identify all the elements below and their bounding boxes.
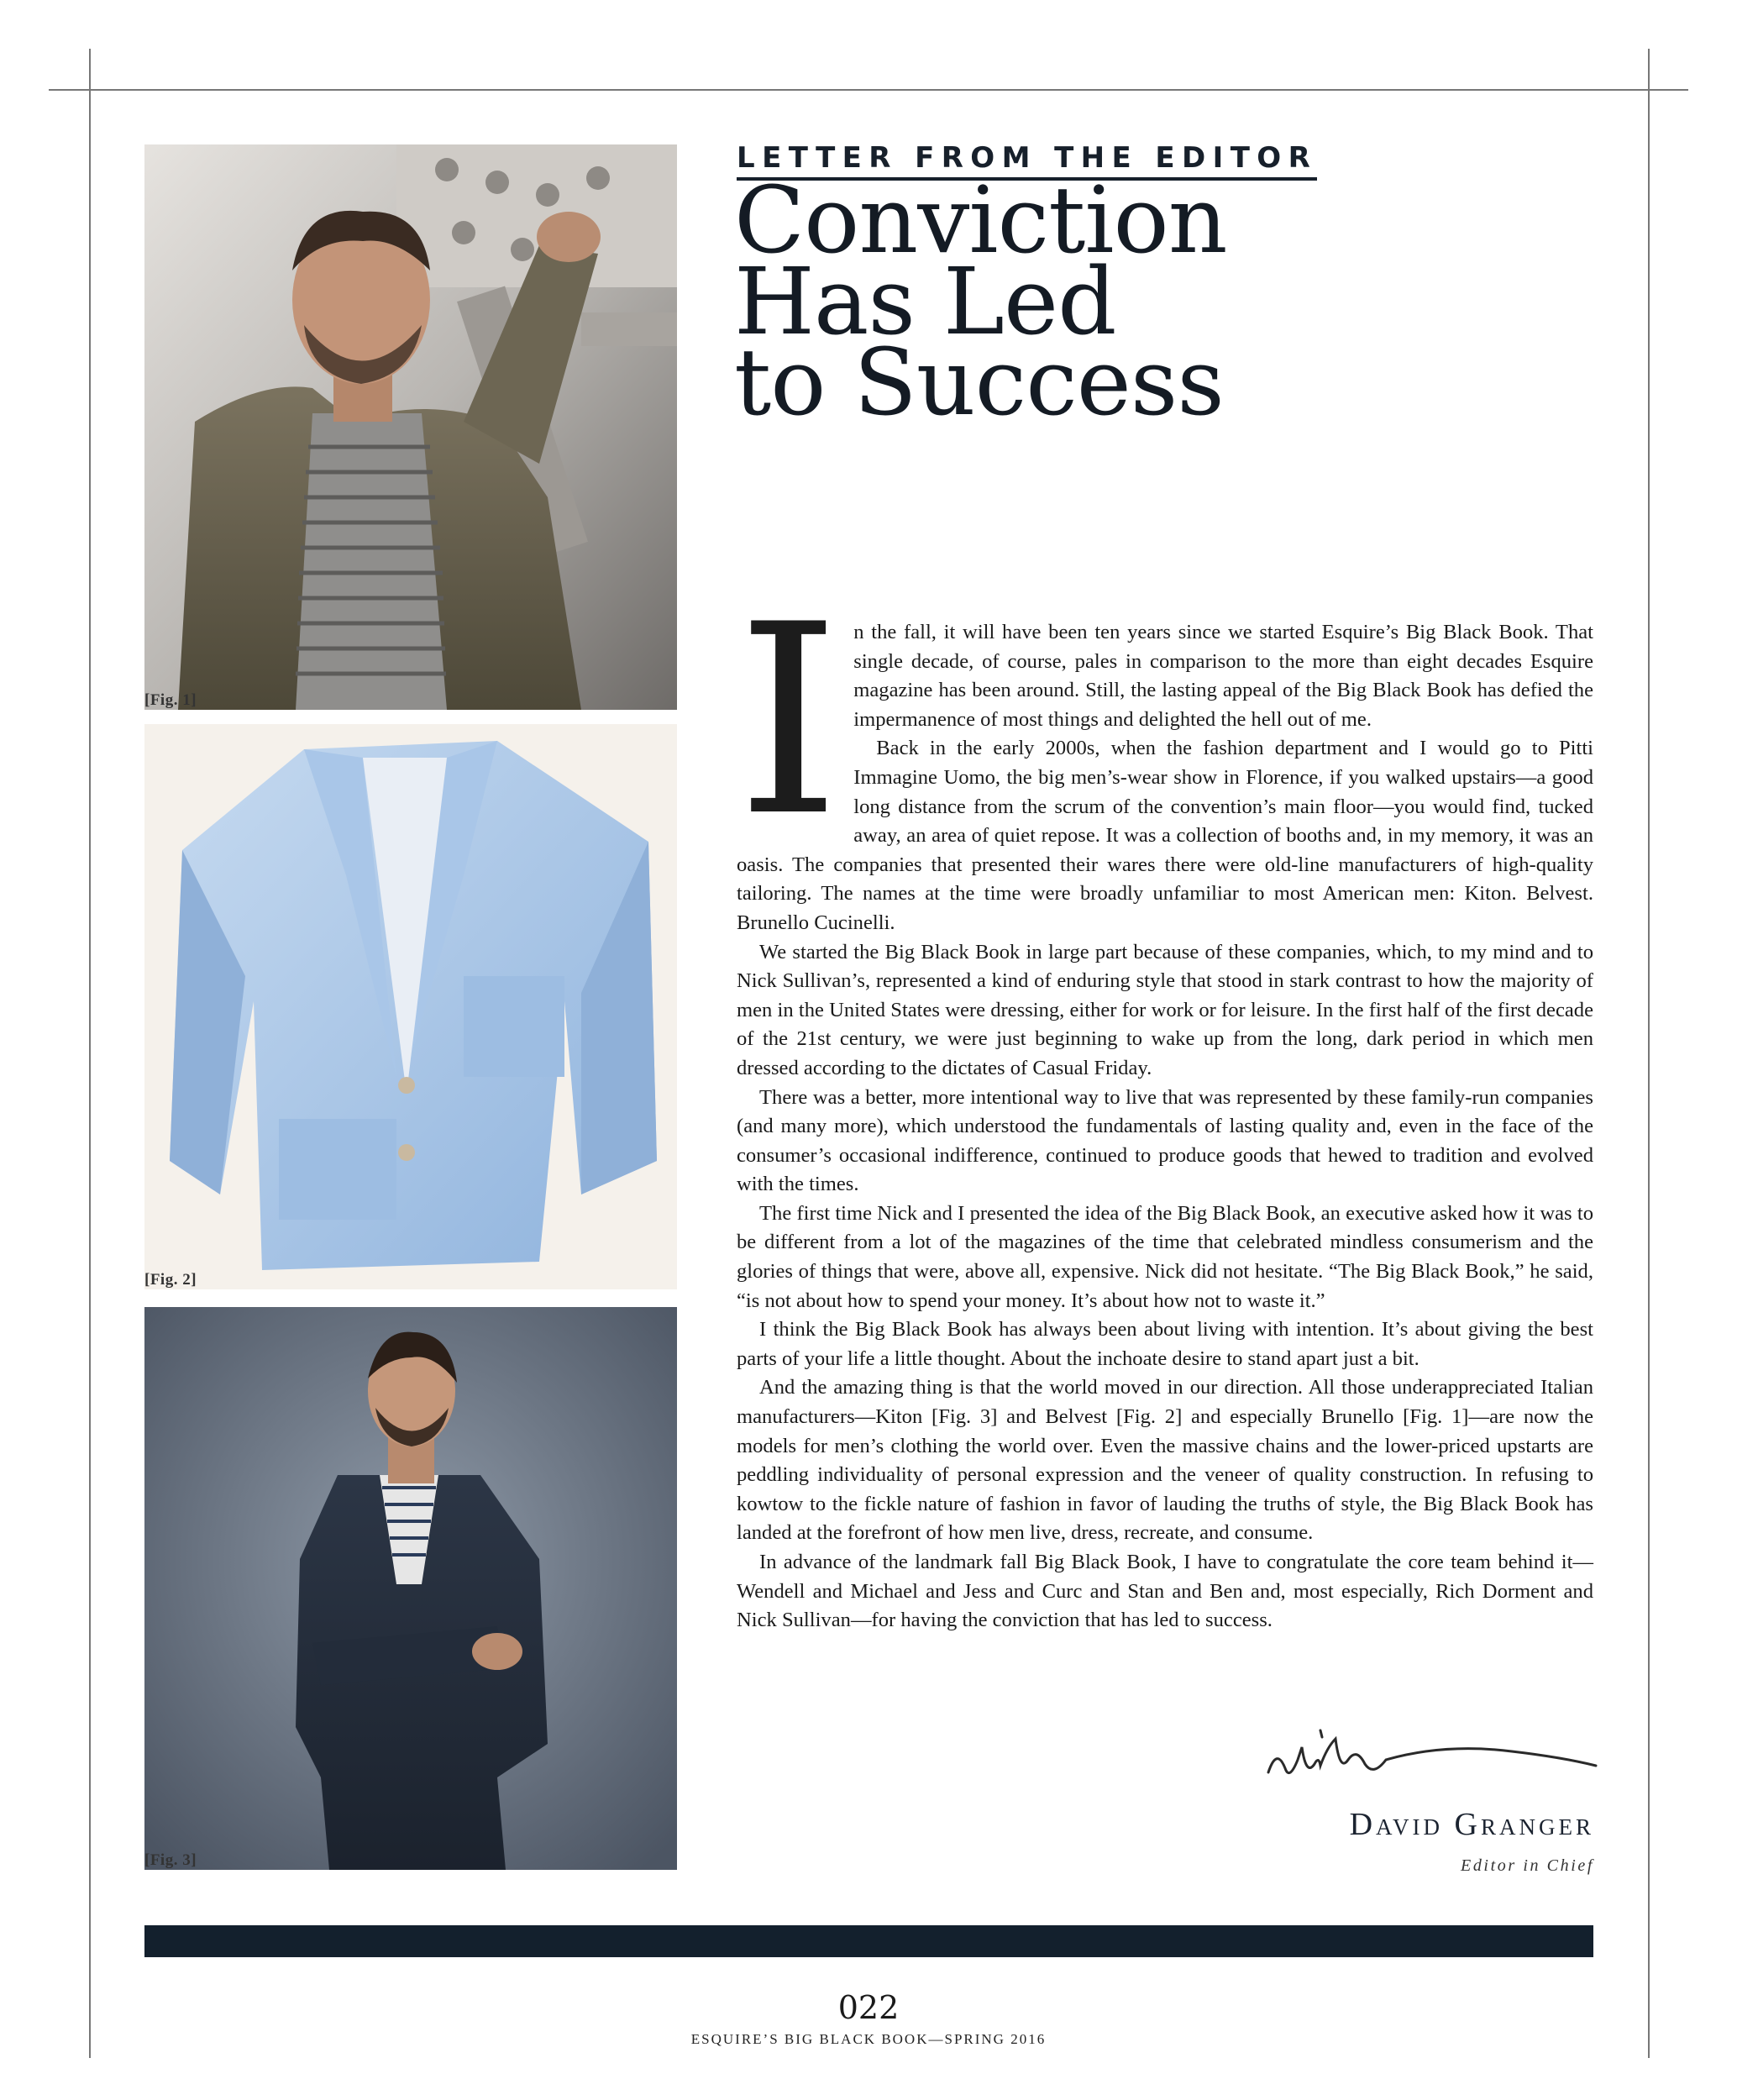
paragraph-1: n the fall, it will have been ten years since we started Esquire’s Big Black Book. That single decade, of course, pales in comparison to the more than eight decades Esquire magazine has been around. Still, the lasting appeal of the Big Black Book has defied the impermanence of most things and delighted the hell out of me. (853, 621, 1593, 731)
fig-3-photo (144, 1307, 677, 1870)
drop-cap: I (737, 568, 841, 874)
fig-1-label: [Fig. 1] (144, 691, 197, 709)
headline-line-1: Conviction (734, 166, 1227, 274)
headline-line-3: to Success (734, 328, 1224, 437)
paragraph-2: Back in the early 2000s, when the fashion department and I would go to Pitti Immagine Uomo, the big men’s-wear show in Florence, if you walked upstairs—a good long distance from the scrum of the convention’s main floor—you would find, tucked away, an area of quiet repose. It was a collection of booths and, in my memory, it was an oasis. The companies that presented their wares there were old-line manufacturers of high-quality tailoring. The names at the time were broadly unfamiliar to most American men: Kiton. Belvest. Brunello Cucinelli. (737, 737, 1593, 934)
crop-mark-left (89, 49, 91, 2058)
fig-3-label: [Fig. 3] (144, 1851, 197, 1869)
paragraph-7: And the amazing thing is that the world moved in our direction. All those underappreciated Italian manufacturers—Kiton [Fig. 3] and Belvest [Fig. 2] and especially Brunello [Fig. 1]—are now the models for men’s clothing the world over. Even the massive chains and the lower-priced upstarts are peddling individuality of personal expression and the veneer of quality construction. In refusing to kowtow to the fickle nature of fashion in favor of lauding the truths of style, the Big Black Book has landed at the forefront of how men live, dress, recreate, and consume. (737, 1376, 1593, 1545)
folio: ESQUIRE’S BIG BLACK BOOK—SPRING 2016 (690, 2031, 1047, 2047)
page-number: 022 (837, 1989, 900, 2026)
signature-graphic (1260, 1714, 1613, 1806)
fig-2-label: [Fig. 2] (144, 1271, 197, 1289)
headline-line-2: Has Led (734, 247, 1116, 355)
paragraph-8: In advance of the landmark fall Big Black Book, I have to congratulate the core team behind it—Wendell and Michael and Jess and Curc and Stan and Ben and, most especially, Rich Dorment and Nick Sullivan—for having the conviction that has led to success. (737, 1551, 1593, 1632)
fig-2-photo (144, 724, 677, 1289)
article-body (737, 568, 1593, 1635)
paragraph-6: I think the Big Black Book has always been about living with intention. It’s about giving the best parts of your life a little thought. About the inchoate desire to stand apart just a bit. (737, 1318, 1593, 1370)
paragraph-5: The first time Nick and I presented the idea of the Big Black Book, an executive asked how it was to be different from a lot of the magazines of the time that celebrated mindless consumerism and the glories of things that were, above all, expensive. Nick did not hesitate. “The Big Black Book,” he said, “is not about how to spend your money. It’s about how not to waste it.” (737, 1201, 1593, 1312)
paragraph-3: We started the Big Black Book in large part because of these companies, which, to my mind and to Nick Sullivan’s, represented a kind of enduring style that stood in stark contrast to how the majority of men in the United States were dressing, either for work or for leisure. In the first half of the first decade of the 21st century, we were just beginning to wake up from the long, dark period in which men dressed according to the dictates of Casual Friday. (737, 940, 1593, 1079)
signoff-name: David Granger (1349, 1807, 1594, 1842)
crop-mark-right (1648, 49, 1650, 2058)
paragraph-4: There was a better, more intentional way to live that was represented by these family-run companies (and many more), which understood the fundamentals of lasting quality and, even in the face of the consumer’s occasional indifference, continued to produce goods that hewed to tradition and evolved with the times. (737, 1085, 1593, 1196)
crop-mark-top (49, 89, 1688, 91)
fig-1-photo (144, 144, 677, 710)
footer-bar (144, 1925, 1593, 1957)
headline (734, 166, 1339, 437)
kicker: LETTER FROM THE EDITOR (737, 141, 1317, 181)
signoff-role: Editor in Chief (1461, 1856, 1594, 1875)
